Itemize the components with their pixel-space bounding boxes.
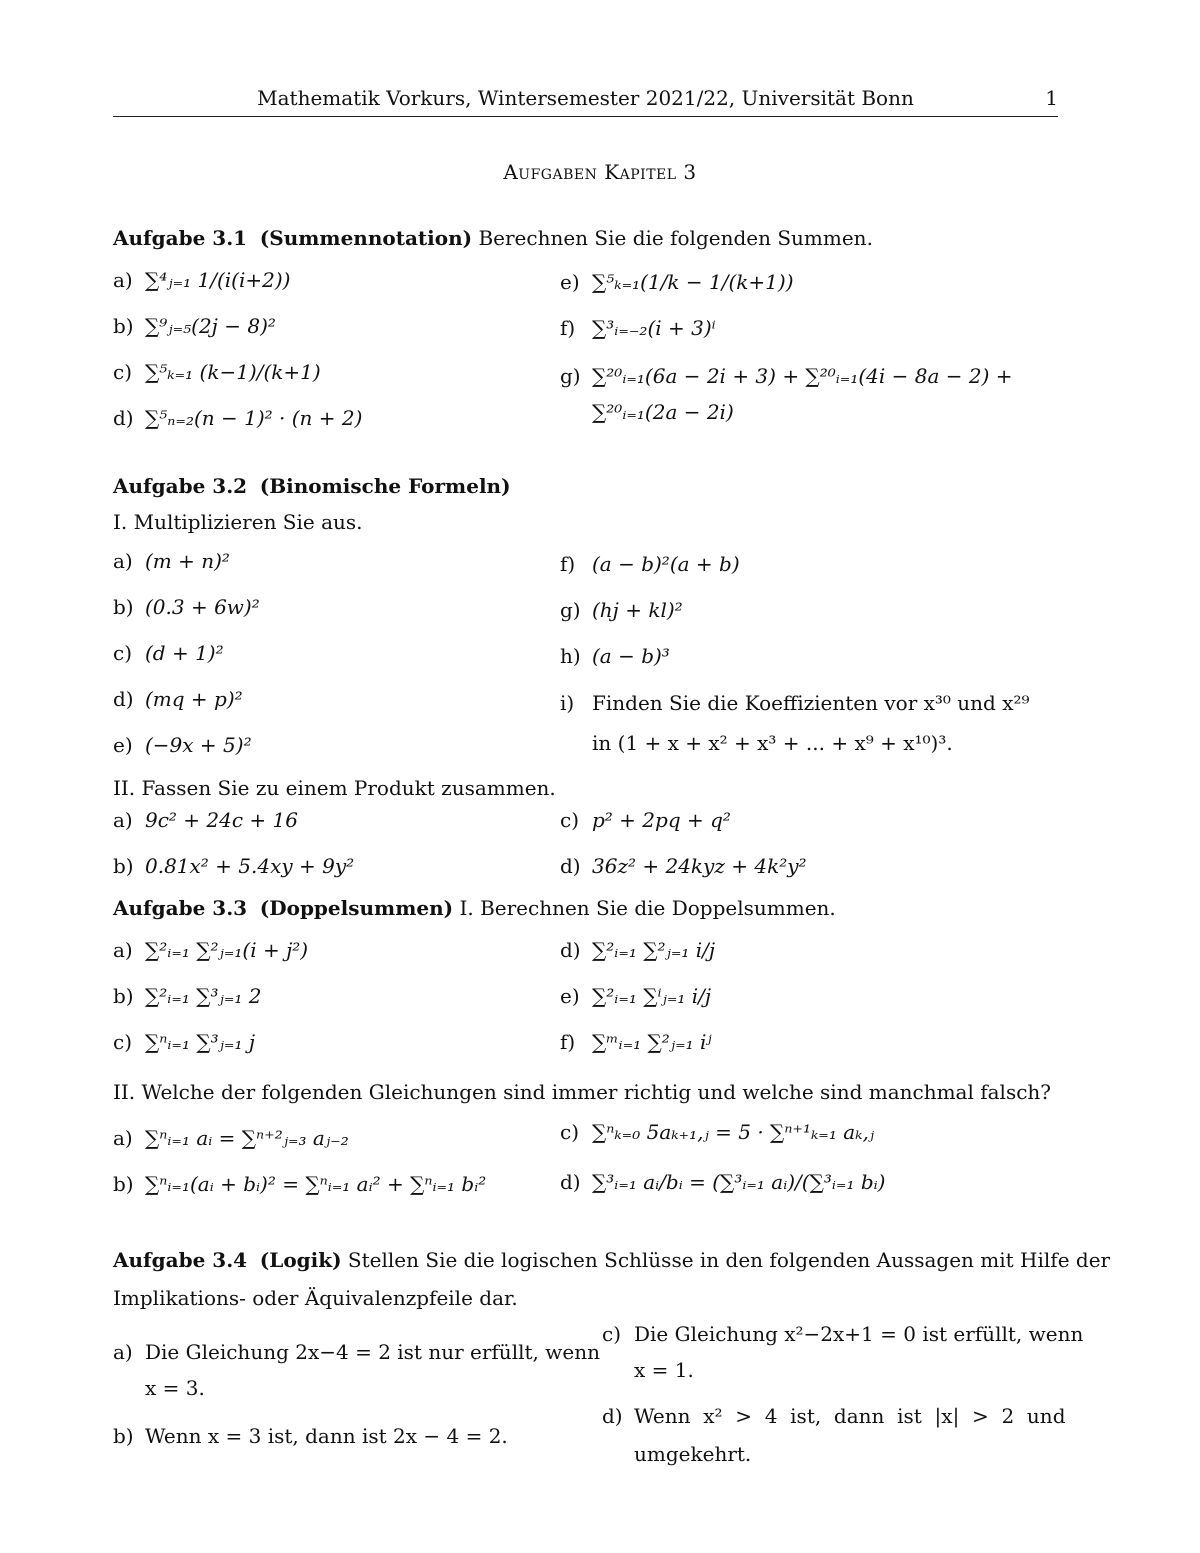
math-expression: (0.3 + 6w)² (145, 595, 260, 619)
item-label: g) (560, 364, 581, 388)
ex1-item-e (560, 272, 794, 292)
exercise-intro: Stellen Sie die logischen Schlüsse in den folgenden Aussagen mit Hilfe der (341, 1248, 1111, 1272)
item-label: c) (602, 1322, 622, 1346)
math-expression: ∑³ᵢ₌₋₂(i + 3)ⁱ (592, 316, 716, 340)
item-label: h) (560, 644, 581, 668)
ex3-item-c (113, 1032, 255, 1052)
ex3-item-a (113, 940, 308, 960)
ex1-item-f (560, 318, 716, 338)
ex3-part2-instruction: II. Welche der folgenden Gleichungen sind immer richtig und welche sind manchmal falsch? (113, 1080, 1052, 1104)
item-text: Die Gleichung 2x−4 = 2 ist nur erfüllt, wenn (145, 1340, 600, 1364)
ex1-item-c (113, 362, 321, 382)
ex1-item-g (560, 366, 1013, 386)
ex2-item-d (113, 689, 243, 709)
item-label: a) (113, 808, 133, 832)
math-expression: 9c² + 24c + 16 (145, 808, 298, 832)
ex3-item-b (113, 986, 261, 1006)
exercise-number: Aufgabe 3.2 (113, 474, 248, 498)
ex4-item-b (113, 1426, 508, 1446)
item-label: i) (560, 691, 575, 715)
ex4-item-a (113, 1342, 600, 1362)
exercise-intro: I. Berechnen Sie die Doppelsummen. (453, 896, 836, 920)
exercise-topic: (Binomische Formeln) (259, 474, 511, 498)
ex1-item-b (113, 316, 276, 336)
exercise-3-2-heading (113, 476, 511, 496)
math-expression: ∑ᵐᵢ₌₁ ∑²ⱼ₌₁ iʲ (592, 1030, 712, 1054)
exercise-topic: (Doppelsummen) (259, 896, 454, 920)
ex4-item-c (602, 1324, 1083, 1344)
ex2-item-f (560, 554, 740, 574)
item-label: f) (560, 1030, 576, 1054)
ex2-part1-instruction: I. Multiplizieren Sie aus. (113, 510, 363, 534)
item-label: b) (113, 314, 134, 338)
item-label: a) (113, 1340, 133, 1364)
page-number: 1 (1045, 86, 1058, 110)
math-expression: (a − b)³ (592, 644, 670, 668)
item-label: c) (113, 1030, 133, 1054)
math-expression: (mq + p)² (145, 687, 243, 711)
exercise-number: Aufgabe 3.4 (113, 1248, 248, 1272)
item-label: g) (560, 598, 581, 622)
item-label: c) (560, 808, 580, 832)
ex1-item-d (113, 408, 362, 428)
ex2-part2-item-b (113, 856, 354, 876)
exercise-number: Aufgabe 3.3 (113, 896, 248, 920)
ex2-item-i-cont (560, 733, 953, 753)
exercise-intro: Berechnen Sie die folgenden Summen. (472, 226, 873, 250)
ex1-item-a (113, 270, 290, 290)
ex3-item-f (560, 1032, 712, 1052)
item-label: e) (113, 733, 133, 757)
exercise-number: Aufgabe 3.1 (113, 226, 248, 250)
header-title: Mathematik Vorkurs, Wintersemester 2021/22, Universität Bonn (257, 86, 914, 110)
math-expression: in (1 + x + x² + x³ + ... + x⁹ + x¹⁰)³. (592, 731, 953, 755)
chapter-title: Aufgaben Kapitel 3 (503, 160, 697, 184)
math-expression: ∑ⁿᵢ₌₁ aᵢ = ∑ⁿ⁺²ⱼ₌₃ aⱼ₋₂ (145, 1126, 349, 1150)
exercise-topic: (Logik) (259, 1248, 342, 1272)
math-expression: ∑²⁰ᵢ₌₁(6a − 2i + 3) + ∑²⁰ᵢ₌₁(4i − 8a − 2) + (592, 364, 1013, 388)
math-expression: (hj + kl)² (592, 598, 683, 622)
ex3-part2-item-c (560, 1122, 874, 1142)
math-expression: ∑ⁿᵢ₌₁ ∑³ⱼ₌₁ j (145, 1030, 256, 1054)
item-label: c) (113, 641, 133, 665)
item-label: d) (560, 854, 581, 878)
ex2-item-c (113, 643, 224, 663)
item-text: Die Gleichung x²−2x+1 = 0 ist erfüllt, wenn (634, 1322, 1084, 1346)
item-label: a) (113, 549, 133, 573)
exercise-3-1-heading (113, 228, 873, 248)
item-label: b) (113, 854, 134, 878)
math-expression: ∑²ᵢ₌₁ ∑³ⱼ₌₁ 2 (145, 984, 262, 1008)
math-expression: ∑³ᵢ₌₁ aᵢ/bᵢ = (∑³ᵢ₌₁ aᵢ)/(∑³ᵢ₌₁ bᵢ) (592, 1170, 886, 1194)
ex4-item-d (602, 1406, 1066, 1426)
math-expression: p² + 2pq + q² (592, 808, 731, 832)
item-label: d) (560, 938, 581, 962)
item-label: a) (113, 938, 133, 962)
math-expression: ∑⁵ₙ₌₂(n − 1)² · (n + 2) (145, 406, 363, 430)
math-expression: Finden Sie die Koeffizienten vor x³⁰ und x²⁹ (592, 691, 1030, 715)
item-label: b) (113, 1424, 134, 1448)
item-label: c) (113, 360, 133, 384)
math-expression: ∑²ᵢ₌₁ ∑ⁱⱼ₌₁ i/j (592, 984, 712, 1008)
math-expression: (−9x + 5)² (145, 733, 252, 757)
exercise-3-4-intro-cont: Implikations- oder Äquivalenzpfeile dar. (113, 1286, 518, 1310)
ex3-item-e (560, 986, 711, 1006)
ex2-item-b (113, 597, 260, 617)
page-header (113, 86, 1058, 117)
math-expression: (d + 1)² (145, 641, 224, 665)
math-expression: ∑ⁿₖ₌₀ 5aₖ₊₁,ⱼ = 5 · ∑ⁿ⁺¹ₖ₌₁ aₖ,ⱼ (592, 1120, 875, 1144)
ex4-item-d-cont: umgekehrt. (634, 1442, 752, 1466)
math-expression: 36z² + 24kyz + 4k²y² (592, 854, 807, 878)
ex2-part2-item-c (560, 810, 731, 830)
ex3-part2-item-a (113, 1128, 349, 1148)
ex2-part2-instruction: II. Fassen Sie zu einem Produkt zusammen. (113, 776, 556, 800)
math-expression: ∑⁹ⱼ₌₅(2j − 8)² (145, 314, 276, 338)
item-label: d) (113, 406, 134, 430)
item-label: d) (113, 687, 134, 711)
math-expression: ∑⁵ₖ₌₁(1/k − 1/(k+1)) (592, 270, 794, 294)
math-expression: ∑²⁰ᵢ₌₁(2a − 2i) (592, 400, 734, 424)
ex2-part2-item-a (113, 810, 298, 830)
math-expression: (a − b)²(a + b) (592, 552, 740, 576)
ex2-item-a (113, 551, 230, 571)
math-expression: ∑ⁿᵢ₌₁(aᵢ + bᵢ)² = ∑ⁿᵢ₌₁ aᵢ² + ∑ⁿᵢ₌₁ bᵢ² (145, 1172, 487, 1196)
item-label: e) (560, 270, 580, 294)
item-label: f) (560, 316, 576, 340)
math-expression: ∑²ᵢ₌₁ ∑²ⱼ₌₁(i + j²) (145, 938, 309, 962)
item-label: b) (113, 595, 134, 619)
ex2-item-e (113, 735, 252, 755)
ex4-item-a-cont: x = 3. (145, 1376, 205, 1400)
math-expression: 0.81x² + 5.4xy + 9y² (145, 854, 355, 878)
ex3-item-d (560, 940, 715, 960)
item-text: Wenn x² > 4 ist, dann ist |x| > 2 und (634, 1404, 1066, 1428)
ex2-item-g (560, 600, 683, 620)
item-label: b) (113, 1172, 134, 1196)
math-expression: (m + n)² (145, 549, 230, 573)
item-label: d) (602, 1404, 623, 1428)
math-expression: ∑⁵ₖ₌₁ (k−1)/(k+1) (145, 360, 321, 384)
math-expression: ∑²ᵢ₌₁ ∑²ⱼ₌₁ i/j (592, 938, 716, 962)
ex2-part2-item-d (560, 856, 807, 876)
item-label: b) (113, 984, 134, 1008)
item-text: Wenn x = 3 ist, dann ist 2x − 4 = 2. (145, 1424, 508, 1448)
item-label: a) (113, 268, 133, 292)
ex1-item-g-cont (560, 402, 734, 422)
ex2-item-i (560, 693, 1030, 713)
item-label: d) (560, 1170, 581, 1194)
item-label: f) (560, 552, 576, 576)
exercise-topic: (Summennotation) (259, 226, 473, 250)
item-label: a) (113, 1126, 133, 1150)
exercise-3-3-heading (113, 898, 836, 918)
math-expression: ∑⁴ⱼ₌₁ 1/(i(i+2)) (145, 268, 291, 292)
ex2-item-h (560, 646, 670, 666)
item-label: e) (560, 984, 580, 1008)
exercise-3-4-heading (113, 1250, 1110, 1270)
ex3-part2-item-d (560, 1172, 885, 1192)
ex4-item-c-cont: x = 1. (634, 1358, 694, 1382)
item-label: c) (560, 1120, 580, 1144)
ex3-part2-item-b (113, 1174, 486, 1194)
